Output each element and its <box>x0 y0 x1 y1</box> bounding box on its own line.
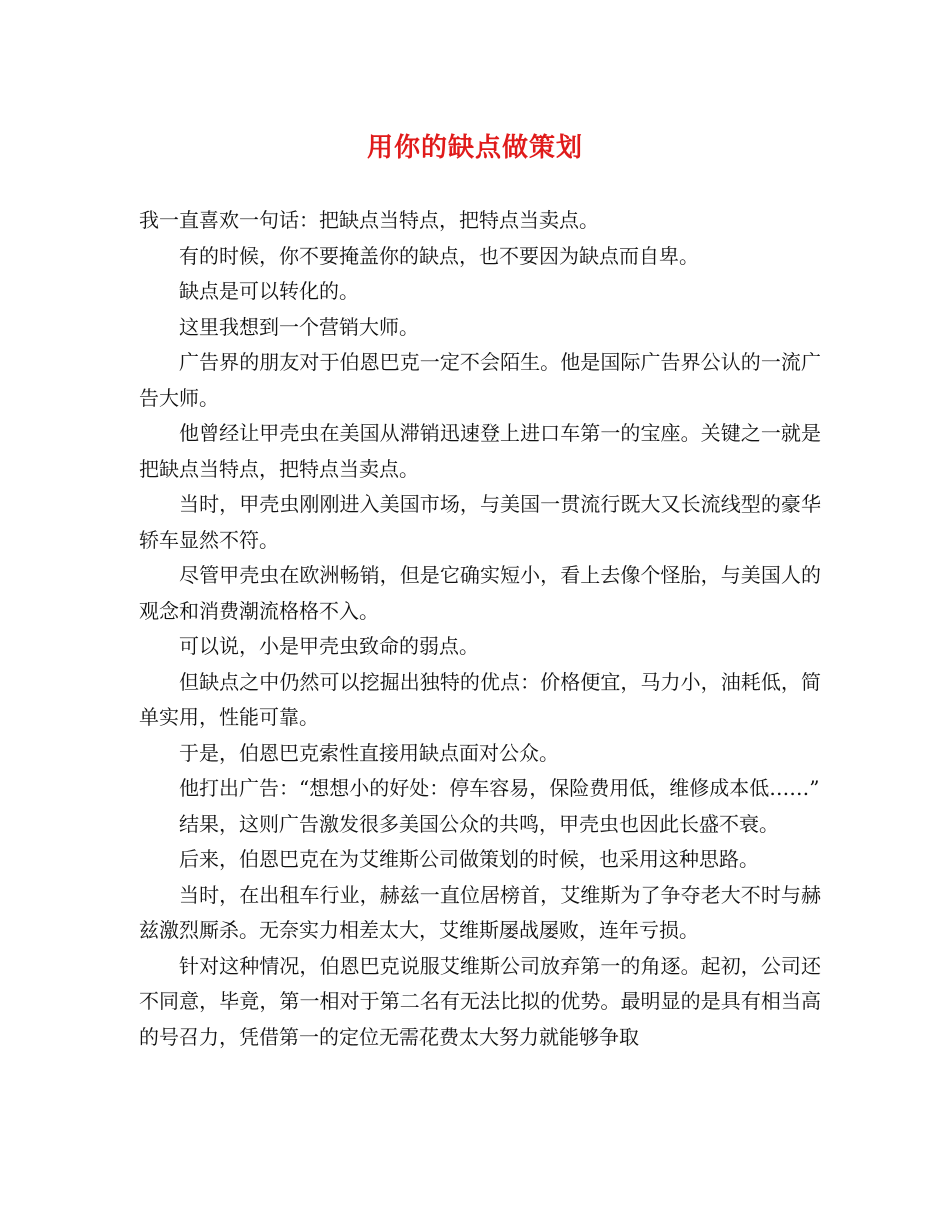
paragraph: 可以说，小是甲壳虫致命的弱点。 <box>179 634 479 658</box>
paragraph: 有的时候，你不要掩盖你的缺点，也不要因为缺点而自卑。 <box>179 243 699 268</box>
paragraph: 于是，伯恩巴克索性直接用缺点面对公众。 <box>179 740 559 765</box>
paragraph: 当时，甲壳虫刚刚进入美国市场，与美国一贯流行既大又长流线型的豪华轿车显然不符。 <box>139 492 821 552</box>
paragraph: 针对这种情况，伯恩巴克说服艾维斯公司放弃第一的角逐。起初，公司还不同意，毕竟，第一相对于第二名有无法比拟的优势。最明显的是具有相当高的号召力，凭借第一的定位无需花费太大努力就能够争取 <box>139 953 821 1049</box>
paragraph: 后来，伯恩巴克在为艾维斯公司做策划的时候，也采用这种思路。 <box>179 847 759 871</box>
paragraph: 他曾经让甲壳虫在美国从滞销迅速登上进口车第一的宝座。关键之一就是把缺点当特点，把特点当卖点。 <box>139 421 821 481</box>
paragraph: 结果，这则广告激发很多美国公众的共鸣，甲壳虫也因此长盛不衰。 <box>179 811 779 836</box>
paragraph: 他打出广告：“想想小的好处：停车容易，保险费用低，维修成本低……” <box>179 776 820 800</box>
document-title: 用你的缺点做策划 <box>366 133 583 163</box>
paragraph: 这里我想到一个营销大师。 <box>179 314 419 339</box>
paragraph: 当时，在出租车行业，赫兹一直位居榜首，艾维斯为了争夺老大不时与赫兹激烈厮杀。无奈实力相差太大，艾维斯屡战屡败，连年亏损。 <box>139 882 821 942</box>
paragraph: 但缺点之中仍然可以挖掘出独特的优点：价格便宜，马力小，油耗低，简单实用，性能可靠。 <box>139 669 821 729</box>
paragraph: 缺点是可以转化的。 <box>179 279 359 303</box>
paragraph: 尽管甲壳虫在欧洲畅销，但是它确实短小，看上去像个怪胎，与美国人的观念和消费潮流格格不入。 <box>139 563 821 623</box>
paragraph: 我一直喜欢一句话：把缺点当特点，把特点当卖点。 <box>139 208 599 232</box>
document-body <box>139 203 821 1055</box>
paragraph: 广告界的朋友对于伯恩巴克一定不会陌生。他是国际广告界公认的一流广告大师。 <box>139 350 821 410</box>
